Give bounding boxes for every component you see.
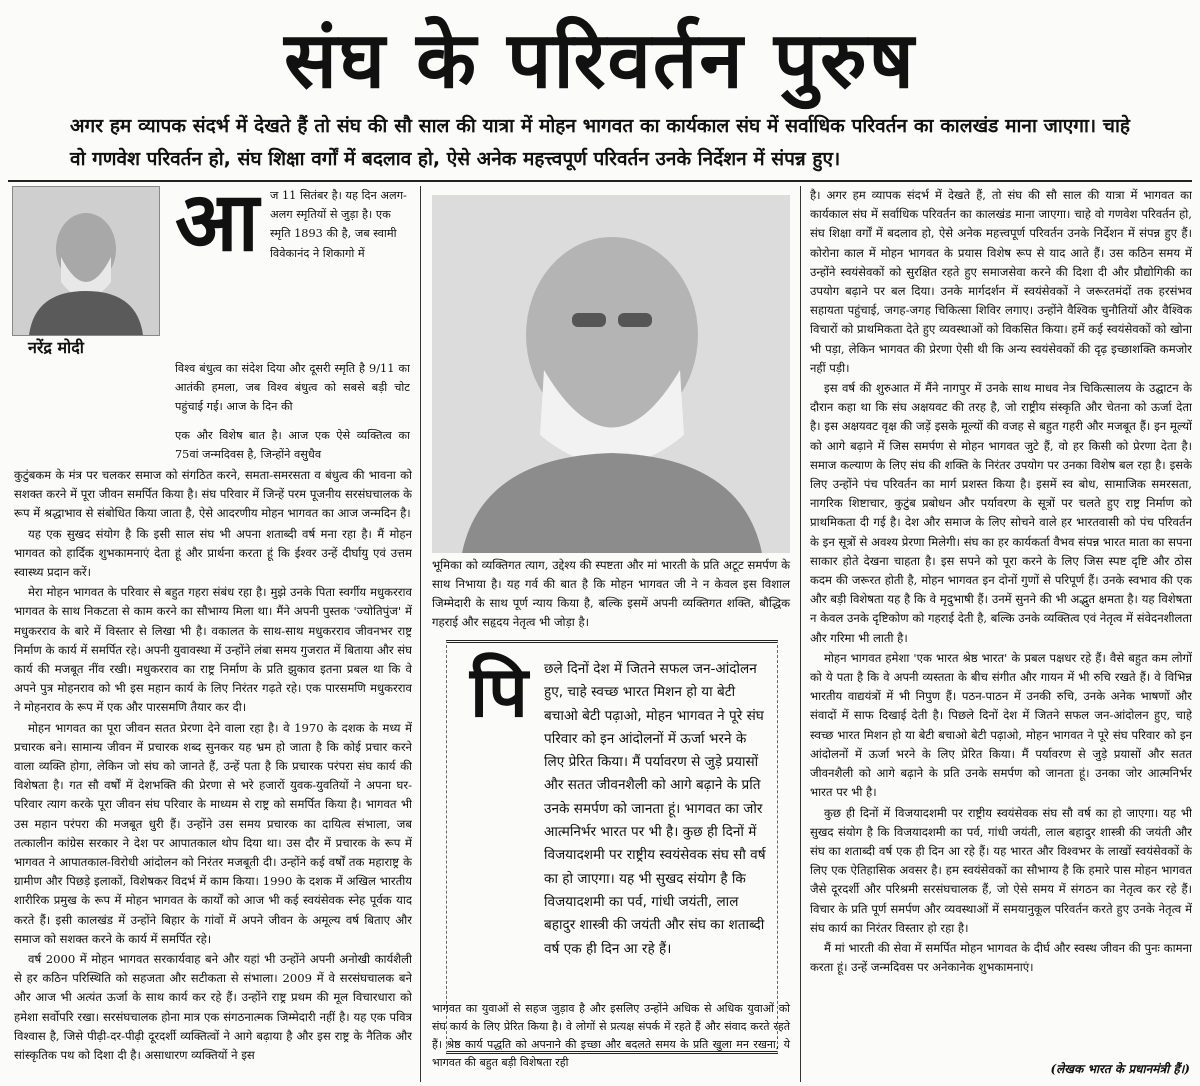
intro-text-mid: विश्व बंधुत्व का संदेश दिया और दूसरी स्मृति है 9/11 का आतंकी हमला, जब विश्व बंधुत्व को सबसे बड़ी चोट पहुंचाई गई। आज के दिन की <box>175 362 410 414</box>
headline: संघ के परिवर्तन पुरुष <box>284 16 916 106</box>
right-paragraph: है। अगर हम व्यापक संदर्भ में देखते हैं, तो संघ की सौ साल की यात्रा में भागवत का कार्यकाल संघ में सर्वाधिक परिवर्तन का कालखंड माना जाएगा। चाहे वो गणवेश परिवर्तन हो, संघ शिक्षा वर्गों में बदलाव हो, ऐसे अनेक महत्त्वपूर्ण परिवर्तन उनके निर्देशन में संपन्न हुए हैं। कोरोना काल में मोहन भागवत के प्रयास विशेष रूप से याद आते हैं। उस कठिन समय में उन्होंने स्वयंसेवकों को सुरक्षित रहते हुए समाजसेवा करने की दिशा दी और प्रौद्योगिकी का उपयोग बढ़ाने पर बल दिया। उनके मार्गदर्शन में स्वयंसेवकों ने जरूरतमंदों तक हरसंभव सहायता पहुंचाई, जगह-जगह चिकित्सा शिविर लगाए। उन्होंने वैश्विक चुनौतियों और वैश्विक विचारों को प्राथमिकता देते हुए व्यवस्थाओं को विकसित किया। हमें कई स्वयंसेवकों को खोना भी पड़ा, लेकिन भागवत की प्रेरणा ऐसी थी कि अन्य स्वयंसेवकों की दृढ़ इच्छाशक्ति कमजोर नहीं पड़ी। <box>810 188 1192 375</box>
dropcap-letter: आ <box>175 175 259 270</box>
pull-quote-text <box>474 658 766 961</box>
right-paragraph: इस वर्ष की शुरुआत में मैंने नागपुर में उनके साथ माधव नेत्र चिकित्सालय के उद्घाटन के दौरान कहा था कि संघ अक्षयवट की तरह है, जो राष्ट्रीय संस्कृति और चेतना को ऊर्जा देता है। इस अक्षयवट वृक्ष की जड़ें इसके मूल्यों की वजह से बहुत गहरी और मजबूत हैं। इन मूल्यों को आगे बढ़ाने में जिस समर्पण से मोहन भागवत जुटे हैं, वो हर किसी को प्रेरणा देता है। समाज कल्याण के लिए संघ की शक्ति के निरंतर उपयोग पर उनका विशेष बल रहा है। इसके लिए उन्होंने पंच परिवर्तन का मार्ग प्रशस्त किया है। इसमें स्व बोध, सामाजिक समरसता, नागरिक शिष्टाचार, कुटुंब प्रबोधन और पर्यावरण के सूत्रों पर चलते हुए राष्ट्र निर्माण को प्राथमिकता दी गई है। देश और समाज के लिए सोचने वाले हर भारतवासी को पंच परिवर्तन के इन सूत्रों से अवश्य प्रेरणा मिलेगी। संघ का हर कार्यकर्ता वैभव संपन्न भारत माता का सपना साकार होते देखना चाहता है। इस सपने को पूरा करने के लिए जिस स्पष्ट दृष्टि और ठोस कदम की जरूरत होती है, मोहन भागवत इन दोनों गुणों से परिपूर्ण हैं। उनके स्वभाव की एक और बड़ी विशेषता यह है कि वे मृदुभाषी हैं। उनमें सुनने की भी अद्भुत क्षमता है। यह विशेषता न केवल उनके दृष्टिकोण को गहराई देती है, बल्कि उनके व्यक्तित्व एवं नेतृत्व में संवेदनशीलता और गरिमा भी लाती है। <box>810 381 1192 645</box>
right-paragraph: कुछ ही दिनों में विजयादशमी पर राष्ट्रीय स्वयंसेवक संघ सौ वर्ष का हो जाएगा। यह भी सुखद संयोग है कि विजयादशमी का पर्व, गांधी जयंती, लाल बहादुर शास्त्री की जयंती और संघ का शताब्दी वर्ष एक ही दिन आ रहे हैं। यह भारत और विश्वभर के लाखों स्वयंसेवकों के लिए एक ऐतिहासिक अवसर है। हम स्वयंसेवकों का सौभाग्य है कि हमारे पास मोहन भागवत जैसे दूरदर्शी और परिश्रमी सरसंघचालक हैं, जो ऐसे समय में संगठन का नेतृत्व कर रहे हैं। विचार के प्रति पूर्ण समर्पण और व्यवस्थाओं में समयानुकूल परिवर्तन करते हुए उनके नेतृत्व में संघ कार्य का निरंतर विस्तार हो रहा है। <box>810 805 1192 935</box>
mohan-bhagwat-portrait-icon <box>432 195 790 553</box>
quote-dropcap: पि <box>470 651 528 733</box>
intro-continuation: कुटुंबकम के मंत्र पर चलकर समाज को संगठित करने, समता-समरसता व बंधुत्व की भावना को सशक्त करने में पूरा जीवन समर्पित किया है। संघ परिवार में जिन्हें परम पूजनीय सरसंघचालक के रूप में श्रद्धाभाव से संबोधित किया जाता है, ऐसे आदरणीय मोहन भागवत का आज जन्मदिन है। <box>14 468 412 521</box>
left-paragraph: मोहन भागवत का पूरा जीवन सतत प्रेरणा देने वाला रहा है। वे 1970 के दशक के मध्य में प्रचारक बने। सामान्य जीवन में प्रचारक शब्द सुनकर यह भ्रम हो जाता है कि कोई प्रचार करने वाला व्यक्ति होगा, लेकिन जो संघ को जानते हैं, उन्हें पता है कि प्रचारक परंपरा संघ कार्य की विशेषता है। गत सौ वर्षों में देशभक्ति की प्रेरणा से भरे हजारों युवक-युवतियों ने अपना घर-परिवार त्याग करके पूरा जीवन संघ परिवार के माध्यम से राष्ट्र को समर्पित किया है। भागवत भी उस महान परंपरा की मजबूत धुरी हैं। उन्होंने उस समय प्रचारक का दायित्व संभाला, जब तत्कालीन कांग्रेस सरकार ने देश पर आपातकाल थोप दिया था। उस दौर में प्रचारक के रूप में भागवत ने आपातकाल-विरोधी आंदोलन को निरंतर मजबूती दी। उन्होंने कई वर्षों तक महाराष्ट्र के ग्रामीण और पिछड़े इलाकों, विशेषकर विदर्भ में काम किया। 1990 के दशक में अखिल भारतीय शारीरिक प्रमुख के रूप में मोहन भागवत के कार्यों को आज भी कई स्वयंसेवक स्नेह पूर्वक याद करते हैं। इसी कालखंड में उन्होंने बिहार के गांवों में अपने जीवन के अमूल्य वर्ष बिताए और समाज को सशक्त करने के कार्य में समर्पित रहे। <box>14 720 412 946</box>
left-column-body <box>14 466 412 1082</box>
right-paragraph: मैं मां भारती की सेवा में समर्पित मोहन भागवत के दीर्घ और स्वस्थ जीवन की पुनः कामना करता हूं। उन्हें जन्मदिवस पर अनेकानेक शुभकामनाएं। <box>810 940 1192 975</box>
author-name: नरेंद्र मोदी <box>28 338 84 357</box>
left-paragraph: मेरा मोहन भागवत के परिवार से बहुत गहरा संबंध रहा है। मुझे उनके पिता स्वर्गीय मधुकरराव भागवत के साथ निकटता से काम करने का सौभाग्य मिला था। मैंने अपनी पुस्तक 'ज्योतिपुंज' में मधुकरराव के बारे में विस्तार से लिखा भी है। वकालत के साथ-साथ मधुकरराव जीवनभर राष्ट्र निर्माण के कार्य में समर्पित रहे। अपनी युवावस्था में उन्होंने लंबा समय गुजरात में बिताया और संघ कार्य की मजबूत नींव रखी। मधुकरराव का राष्ट्र निर्माण के प्रति झुकाव इतना प्रबल था कि वे अपने पुत्र मोहनराव को भी इस महान कार्य के लिए निरंतर गढ़ते रहे। एक पारसमणि मधुकरराव ने मोहनराव के रूप में एक और पारसमणि तैयार कर दी। <box>14 585 412 715</box>
intro-text-top: ज 11 सितंबर है। यह दिन अलग-अलग स्मृतियों से जुड़ा है। एक स्मृति 1893 की है, जब स्वामी विवेकानंद ने शिकागो में <box>270 189 407 260</box>
author-portrait-icon <box>12 186 160 336</box>
column-divider-left <box>420 186 421 1082</box>
left-paragraph: वर्ष 2000 में मोहन भागवत सरकार्यवाह बने और यहां भी उन्होंने अपनी अनोखी कार्यशैली से हर कठिन परिस्थिति को सहजता और सटीकता से संभाला। 2009 में वे सरसंघचालक बने और आज भी अत्यंत ऊर्जा के साथ कार्य कर रहे हैं। उन्होंने राष्ट्र प्रथम की मूल विचारधारा को हमेशा सर्वोपरि रखा। सरसंघचालक होना मात्र एक संगठनात्मक जिम्मेदारी नहीं है। यह एक पवित्र विश्वास है, जिसे पीढ़ी-दर-पीढ़ी दूरदर्शी व्यक्तित्वों ने आगे बढ़ाया है और इस राष्ट्र के नैतिक और सांस्कृतिक पथ को दिशा दी है। असाधारण व्यक्तियों ने इस <box>14 952 412 1063</box>
center-bottom-text: भागवत का युवाओं से सहज जुड़ाव है और इसलिए उन्होंने अधिक से अधिक युवाओं को संघ कार्य के लिए प्रेरित किया है। वे लोगों से प्रत्यक्ष संपर्क में रहते हैं और संवाद करते रहते हैं। श्रेष्ठ कार्य पद्धति को अपनाने की इच्छा और बदलते समय के प्रति खुला मन रखना, ये भागवत की बहुत बड़ी विशेषता रही <box>432 1002 790 1069</box>
left-paragraph: यह एक सुखद संयोग है कि इसी साल संघ भी अपना शताब्दी वर्ष मना रहा है। मैं मोहन भागवत को हार्दिक शुभकामनाएं देता हूं और प्रार्थना करता हूं कि ईश्वर उन्हें दीर्घायु एवं उत्तम स्वास्थ्य प्रदान करें। <box>14 526 412 580</box>
right-column-body <box>810 186 1192 1056</box>
pull-quote-lines: छले दिनों देश में जितने सफल जन-आंदोलन हुए, चाहे स्वच्छ भारत मिशन हो या बेटी बचाओ बेटी पढ़ाओ, मोहन भागवत ने पूरे संघ परिवार को इन आंदोलनों में ऊर्जा भरने के लिए प्रेरित किया। मैं पर्यावरण से जुड़े प्रयासों और सतत जीवनशैली को आगे बढ़ाने के प्रति उनके समर्पण को जानता हूं। भागवत का जोर आत्मनिर्भर भारत पर भी है। कुछ ही दिनों में विजयादशमी पर राष्ट्रीय स्वयंसेवक संघ सौ वर्ष का हो जाएगा। यह भी सुखद संयोग है कि विजयादशमी का पर्व, गांधी जयंती, लाल बहादुर शास्त्री की जयंती और संघ का शताब्दी वर्ष एक ही दिन आ रहे हैं। <box>544 661 766 957</box>
deck-subheading: अगर हम व्यापक संदर्भ में देखते हैं तो संघ की सौ साल की यात्रा में मोहन भागवत का कार्यकाल संघ में सर्वाधिक परिवर्तन का कालखंड माना जाएगा। चाहे वो गणवेश परिवर्तन हो, संघ शिक्षा वर्गों में बदलाव हो, ऐसे अनेक महत्त्वपूर्ण परिवर्तन उनके निर्देशन में संपन्न हुए। <box>70 115 1130 170</box>
column-divider-right <box>800 186 801 1082</box>
author-footnote: (लेखक भारत के प्रधानमंत्री हैं।) <box>1050 1062 1190 1076</box>
right-paragraph: मोहन भागवत हमेशा 'एक भारत श्रेष्ठ भारत' के प्रबल पक्षधर रहे हैं। वैसे बहुत कम लोगों को ये पता है कि वे अपनी व्यस्तता के बीच संगीत और गायन में भी रुचि रखते हैं। वे विभिन्न भारतीय वाद्ययंत्रों में भी निपुण हैं। पठन-पाठन में उनकी रुचि, उनके अनेक भाषणों और संवादों में साफ दिखाई देती है। पिछले दिनों देश में जितने सफल जन-आंदोलन हुए, चाहे स्वच्छ भारत मिशन हो या बेटी बचाओ बेटी पढ़ाओ, मोहन भागवत ने पूरे संघ परिवार को इन आंदोलनों में ऊर्जा भरने के लिए प्रेरित किया। मैं पर्यावरण से जुड़े प्रयासों और सतत जीवनशैली को आगे बढ़ाने के प्रति उनके समर्पण को जानता हूं। उनका जोर आत्मनिर्भर भारत पर भी है। <box>810 650 1192 800</box>
photo-side-text: भूमिका को व्यक्तिगत त्याग, उद्देश्य की स्पष्टता और मां भारती के प्रति अटूट समर्पण के साथ निभाया है। यह गर्व की बात है कि मोहन भागवत जी ने न केवल इस विशाल जिम्मेदारी के साथ पूर्ण न्याय किया है, बल्कि इसमें अपनी व्यक्तिगत शक्ति, बौद्धिक गहराई और सहृदय नेतृत्व भी जोड़ा है। <box>432 558 790 629</box>
intro-text-lower: एक और विशेष बात है। आज एक ऐसे व्यक्तित्व का 75वां जन्मदिवस है, जिन्होंने वसुधैव <box>175 429 410 462</box>
